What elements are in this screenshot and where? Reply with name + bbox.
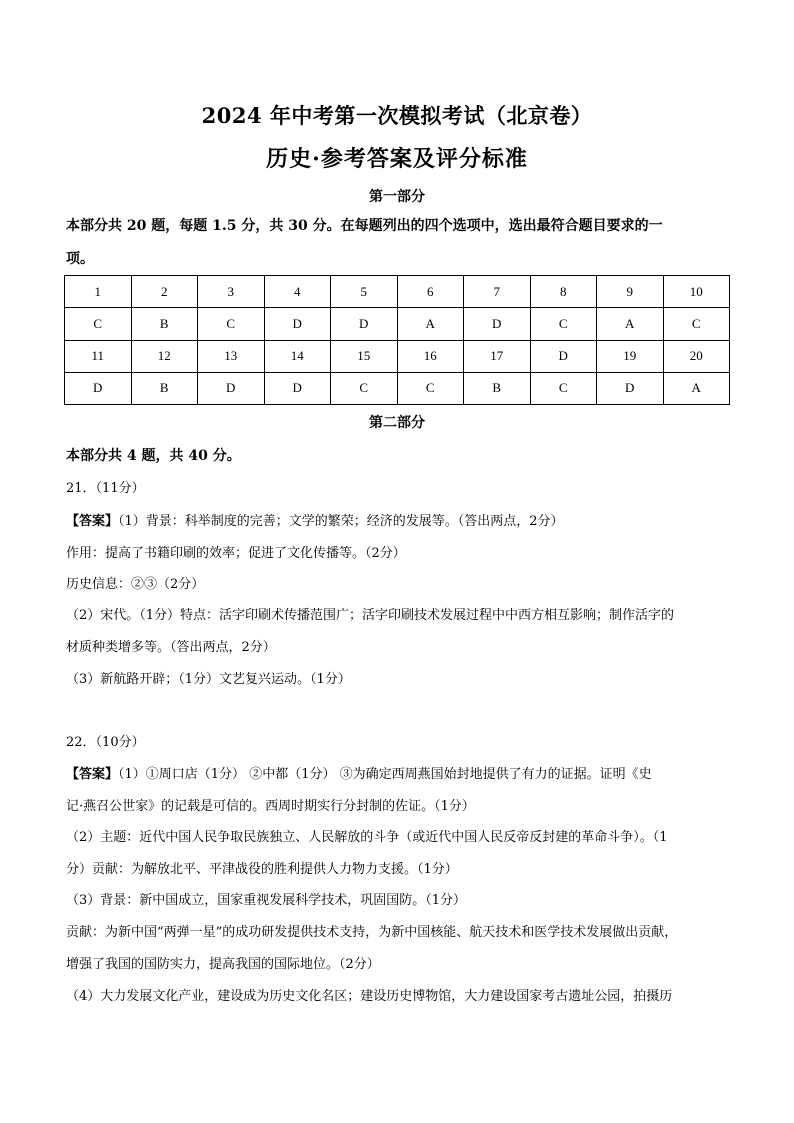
answer-cell: B [131, 308, 198, 340]
part2-instruction: 本部分共 4 题，共 40 分。 [66, 448, 241, 464]
q22-line5: （3）背景：新中国成立，国家重视发展科学技术，巩固国防。（1分） [66, 893, 467, 908]
q21-line5: 材质种类增多等。（答出两点，2分） [66, 640, 276, 655]
question-number-cell: 12 [131, 340, 198, 372]
q21-line6: （3）新航路开辟；（1分）文艺复兴运动。（1分） [66, 672, 351, 687]
q22-line2: 记·燕召公世家》的记载是可信的。西周时期实行分封制的佐证。（1分） [66, 799, 475, 814]
question-number-cell: 13 [198, 340, 265, 372]
answer-cell: C [530, 308, 597, 340]
answer-table [64, 275, 730, 405]
part1-instruction [66, 210, 736, 276]
answer-table-row [65, 308, 730, 340]
answer-tag: 【答案】 [66, 514, 119, 529]
answer-table-row [65, 276, 730, 308]
answer-cell: C [530, 372, 597, 404]
answer-cell: D [65, 372, 132, 404]
question-number-cell: 16 [397, 340, 464, 372]
q22-line3: （2）主题：近代中国人民争取民族独立、人民解放的斗争（或近代中国人民反帝反封建的革命斗争）。（1 [66, 830, 668, 845]
answer-cell: A [597, 308, 664, 340]
question-number-cell: 1 [65, 276, 132, 308]
q22-line1 [66, 763, 736, 782]
answer-cell: A [663, 372, 730, 404]
question-number-cell: 14 [264, 340, 331, 372]
q21-line2: 作用：提高了书籍印刷的效率；促进了文化传播等。（2分） [66, 546, 406, 561]
q21-line1 [66, 510, 736, 529]
q22-line8: （4）大力发展文化产业，建设成为历史文化名区；建设历史博物馆，大力建设国家考古遗址公园，拍摄历 [66, 989, 673, 1004]
question-number-cell: 7 [464, 276, 531, 308]
question-number-cell: 4 [264, 276, 331, 308]
document-title: 2024 年中考第一次模拟考试（北京卷） [201, 103, 593, 128]
answer-table-row [65, 340, 730, 372]
part1-instruction-line1: 本部分共 20 题，每题 1.5 分，共 30 分。在每题列出的四个选项中，选出最符合题目要求的一 [66, 218, 663, 234]
answer-cell: C [65, 308, 132, 340]
answer-tag: 【答案】 [66, 767, 119, 782]
answer-table-row [65, 372, 730, 404]
document-subtitle: 历史·参考答案及评分标准 [266, 146, 528, 172]
answer-cell: D [464, 308, 531, 340]
answer-cell: D [264, 308, 331, 340]
q21-heading: 21．（11分） [66, 481, 145, 496]
q21-line4: （2）宋代。（1分）特点：活字印刷术传播范围广；活字印刷技术发展过程中中西方相互影响；制作活字的 [66, 608, 675, 623]
question-number-cell: 9 [597, 276, 664, 308]
answer-cell: C [663, 308, 730, 340]
question-number-cell: 6 [397, 276, 464, 308]
answer-cell: B [131, 372, 198, 404]
q22-line1-text: （1）①周口店（1分） ②中都（1分） ③为确定西周燕国始封地提供了有力的证据。证明《史 [118, 767, 652, 782]
answer-cell: D [264, 372, 331, 404]
q21-line1-text: （1）背景：科举制度的完善；文学的繁荣；经济的发展等。（答出两点，2分） [118, 514, 564, 529]
part2-heading: 第二部分 [369, 415, 425, 431]
answer-cell: C [331, 372, 398, 404]
question-number-cell: D [530, 340, 597, 372]
q21-line3: 历史信息：②③（2分） [66, 577, 205, 592]
answer-cell: B [464, 372, 531, 404]
question-number-cell: 10 [663, 276, 730, 308]
answer-cell: D [198, 372, 265, 404]
answer-cell: D [597, 372, 664, 404]
q22-line7: 增强了我国的国防实力，提高我国的国际地位。（2分） [66, 957, 380, 972]
part1-heading: 第一部分 [369, 189, 425, 205]
question-number-cell: 20 [663, 340, 730, 372]
question-number-cell: 15 [331, 340, 398, 372]
question-number-cell: 19 [597, 340, 664, 372]
q22-line4: 分）贡献：为解放北平、平津战役的胜利提供人力物力支援。（1分） [66, 862, 458, 877]
q22-heading: 22．（10分） [66, 735, 145, 750]
question-number-cell: 2 [131, 276, 198, 308]
question-number-cell: 11 [65, 340, 132, 372]
question-number-cell: 5 [331, 276, 398, 308]
answer-cell: D [331, 308, 398, 340]
question-number-cell: 17 [464, 340, 531, 372]
question-number-cell: 8 [530, 276, 597, 308]
answer-cell: C [198, 308, 265, 340]
answer-cell: A [397, 308, 464, 340]
part1-instruction-line2: 项。 [66, 251, 94, 267]
question-number-cell: 3 [198, 276, 265, 308]
q22-line6: 贡献：为新中国“两弹一星”的成功研发提供技术支持，为新中国核能、航天技术和医学技术发展做出贡献， [66, 925, 678, 940]
answer-cell: C [397, 372, 464, 404]
